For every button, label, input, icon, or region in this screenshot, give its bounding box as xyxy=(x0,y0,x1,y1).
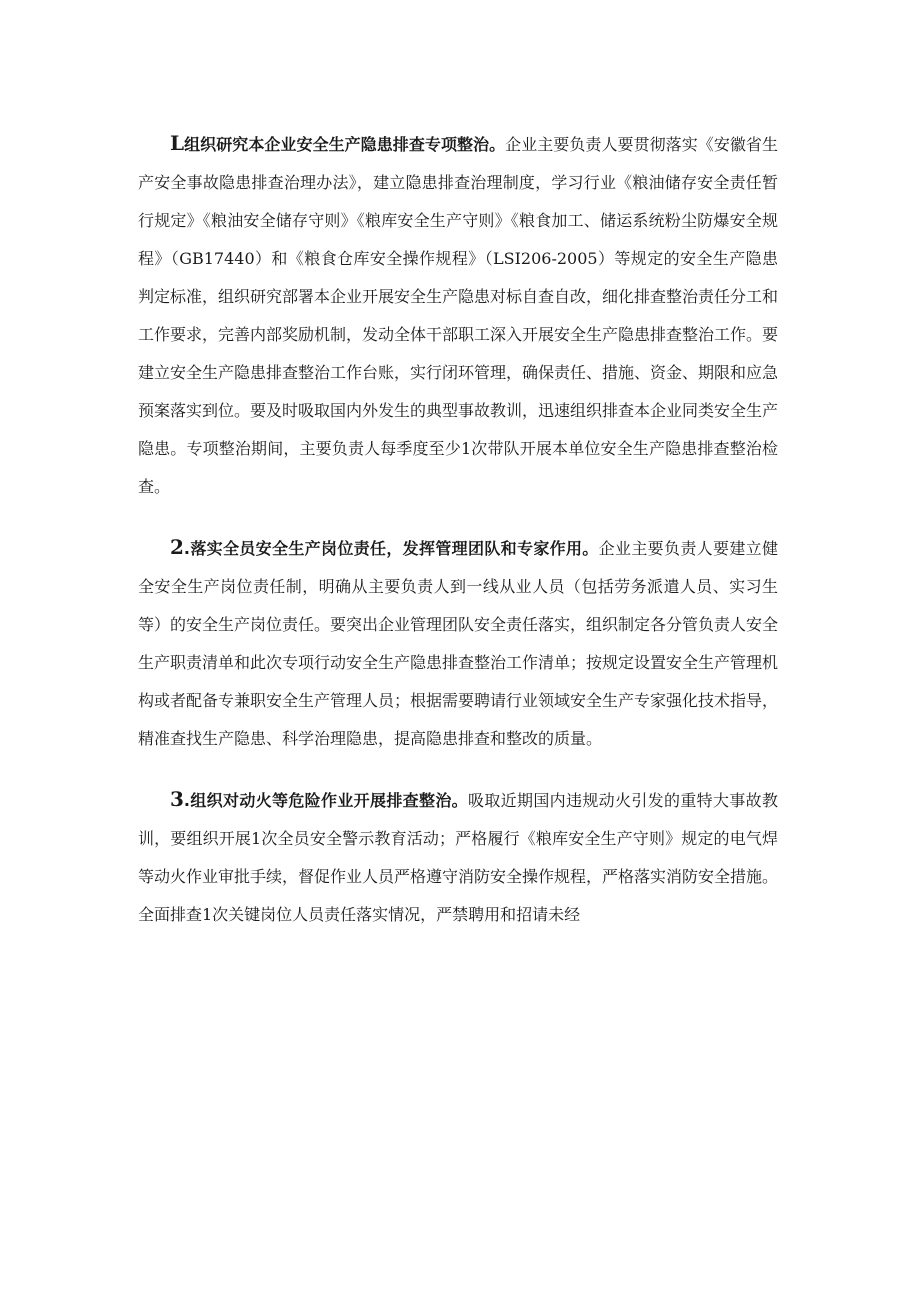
paragraph-3-body: 吸取近期国内违规动火引发的重特大事故教训，要组织开展1次全员安全警示教育活动；严格履行《粮库安全生产守则》规定的电气焊等动火作业审批手续，督促作业人员严格遵守消防安全操作规程，严格落实消防安全措施。全面排查1次关键岗位人员责任落实情况，严禁聘用和招请未经 xyxy=(138,791,779,924)
paragraph-1-heading: 组织研究本企业安全生产隐患排查专项整治。 xyxy=(184,135,506,154)
paragraph-2 xyxy=(138,528,778,758)
paragraph-2-heading: .落实全员安全生产岗位责任，发挥管理团队和专家作用。 xyxy=(183,539,599,558)
paragraph-3-number: 3 xyxy=(170,787,184,811)
paragraph-3 xyxy=(138,780,778,934)
document-page xyxy=(138,124,778,956)
paragraph-2-number: 2 xyxy=(170,535,184,559)
paragraph-1-number: L xyxy=(170,131,185,155)
paragraph-1 xyxy=(138,124,778,506)
paragraph-1-body: 企业主要负责人要贯彻落实《安徽省生产安全事故隐患排查治理办法》，建立隐患排查治理制度，学习行业《粮油储存安全责任暂行规定》《粮油安全储存守则》《粮库安全生产守则》《粮食加工、储运系统粉尘防爆安全规程》（GB17440）和《粮食仓库安全操作规程》（LSI206-2005）等规定的安全生产隐患判定标准，组织研究部署本企业开展安全生产隐患对标自查自改，细化排查整治责任分工和工作要求，完善内部奖励机制，发动全体干部职工深入开展安全生产隐患排查整治工作。要建立安全生产隐患排查整治工作台账，实行闭环管理，确保责任、措施、资金、期限和应急预案落实到位。要及时吸取国内外发生的典型事故教训，迅速组织排查本企业同类安全生产隐患。专项整治期间，主要负责人每季度至少1次带队开展本单位安全生产隐患排查整治检查。 xyxy=(138,135,779,496)
paragraph-2-body: 企业主要负责人要建立健全安全生产岗位责任制，明确从主要负责人到一线从业人员（包括劳务派遣人员、实习生等）的安全生产岗位责任。要突出企业管理团队安全责任落实，组织制定各分管负责人安全生产职责清单和此次专项行动安全生产隐患排查整治工作清单；按规定设置安全生产管理机构或者配备专兼职安全生产管理人员；根据需要聘请行业领域安全生产专家强化技术指导，精准查找生产隐患、科学治理隐患，提高隐患排查和整改的质量。 xyxy=(138,539,779,748)
paragraph-3-heading: .组织对动火等危险作业开展排查整治。 xyxy=(183,791,468,810)
